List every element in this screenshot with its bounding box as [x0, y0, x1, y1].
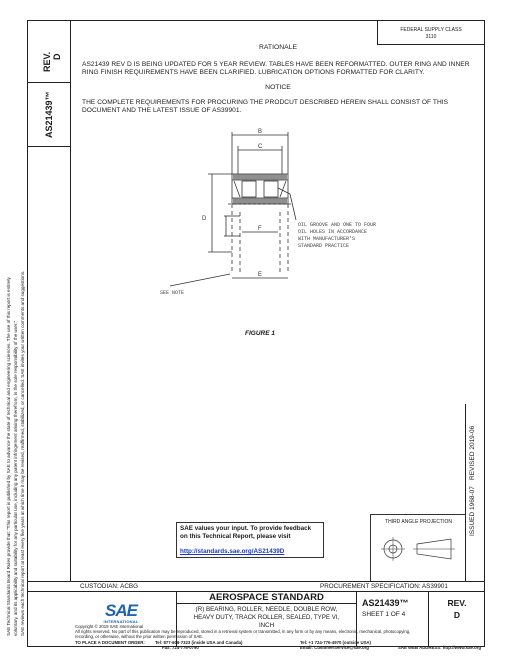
tel-us: Tel: 877-606-7323 (inside USA and Canada) [155, 640, 243, 645]
title-block-top [27, 581, 485, 582]
disclaimer-line-2: voluntary, and its applicability and suitability for any particular use, including any patent infringement arising therefrom, is the sole responsibility of the user.” [13, 320, 18, 636]
tel-intl: Tel: +1 724-776-4970 (outside USA) [300, 640, 371, 645]
figure-caption: FIGURE 1 [245, 330, 275, 337]
left-column-divider [70, 20, 71, 582]
email: Email: CustomerService@sae.org [300, 645, 369, 650]
description-line-2: HEAVY DUTY, TRACK ROLLER, SEALED, TYPE VI, [193, 614, 340, 621]
oil-groove-label-2: OIL HOLES IN ACCORDANCE [298, 229, 368, 235]
rights-line-1: All rights reserved. No part of this publication may be reproduced, stored in a retrieval system or transmitted, in any form or by any means, electronic, mechanical, photocopying, [75, 629, 411, 634]
dim-e-label: E [258, 272, 263, 278]
projection-label: THIRD ANGLE PROJECTION [385, 519, 452, 525]
revised-date: REVISED 2019-06 [469, 425, 476, 480]
copyright: Copyright © 2019 SAE International [75, 624, 144, 629]
feedback-box [176, 522, 324, 558]
oil-groove-label-3: WITH MANUFACTURER'S [298, 236, 356, 242]
issued-date: ISSUED 1968-07 [469, 486, 476, 536]
disclaimer-line-1: SAE Technical Standards Board Rules provide that: “This report is published by SAE to advance the state of technical and engineering sciences. The use of this report is entirely [6, 277, 11, 636]
federal-supply-class-label: FEDERAL SUPPLY CLASS [400, 27, 462, 33]
dim-c-label: C [258, 144, 263, 150]
custodian: CUSTODIAN: ACBG [80, 583, 138, 590]
feedback-line-2: on this Technical Report, please visit [180, 532, 291, 540]
notice-text: THE COMPLETE REQUIREMENTS FOR PROCURING THE PRODCUT DESCRIBED HEREIN SHALL CONSIST OF THIS DOCUMENT AND THE LATEST ISSUE OF AS39901. [82, 99, 449, 115]
left-rev-value: D [52, 53, 62, 60]
bottom-note-label: SEE NOTE [160, 290, 185, 296]
web-address: SAE WEB ADDRESS: http://www.sae.org [398, 645, 481, 650]
rev-box-bottom [27, 82, 71, 83]
sae-logo [96, 603, 146, 624]
federal-supply-class-value: 3110 [425, 34, 437, 40]
rights-line-2: recording, or otherwise, without the prior written permission of SAE. [75, 634, 204, 639]
dim-d-label: D [202, 216, 207, 222]
projection-box [370, 514, 466, 582]
title-doc-number: AS21439™ [362, 598, 409, 608]
feedback-link[interactable]: http://standards.sae.org/AS21439D [180, 548, 285, 556]
sae-logo-text: SAE [105, 601, 137, 620]
dim-f-label: F [258, 226, 262, 232]
disclaimer-line-3: SAE reviews each technical report at least every five years at which time it may be revised, reaffirmed, stabilized, or cancelled. SAE invites your written comments and suggestions. [20, 270, 25, 636]
aerospace-title-underline [176, 603, 356, 604]
description-line-1: (R) BEARING, ROLLER, NEEDLE, DOUBLE ROW, [195, 606, 338, 613]
notice-heading: NOTICE [265, 84, 291, 91]
fax: Fax: 724-776-0790 [162, 645, 199, 650]
procurement-spec: PROCUREMENT SPECIFICATION: AS39901 [320, 583, 448, 590]
title-rev-label: REV. [447, 598, 467, 608]
feedback-line-1: SAE values your input. To provide feedback [180, 525, 312, 532]
dim-b-label: B [258, 129, 263, 135]
sae-logo-sub: INTERNATIONAL [103, 619, 139, 624]
order-label: TO PLACE A DOCUMENT ORDER: [75, 640, 145, 645]
docnum-box-bottom [27, 146, 71, 147]
title-rev-value: D [453, 610, 461, 620]
aerospace-standard-title: AEROSPACE STANDARD [209, 592, 324, 603]
sheet-number: SHEET 1 OF 4 [362, 611, 406, 618]
oil-groove-label-1: OIL GROOVE AND ONE TO FOUR [298, 222, 377, 228]
left-rev-label: REV. [42, 51, 52, 72]
projection-symbol [371, 525, 465, 575]
description-line-3: INCH [258, 622, 275, 629]
bearing-drawing [130, 128, 400, 298]
oil-groove-label-4: STANDARD PRACTICE [298, 243, 350, 249]
rationale-text: AS21439 REV D IS BEING UPDATED FOR 5 YEAR REVIEW. TABLES HAVE BEEN REFORMATTED. OUTER RING AND INNER RING FINISH REQUIREMENTS HAVE BEEN CLARIFIED. LUBRICATION OPTIONS FORMATTED FOR CLARITY. [82, 61, 470, 77]
title-divider-2 [356, 591, 357, 647]
rationale-heading: RATIONALE [258, 44, 298, 51]
left-doc-number: AS21439™ [44, 91, 54, 138]
